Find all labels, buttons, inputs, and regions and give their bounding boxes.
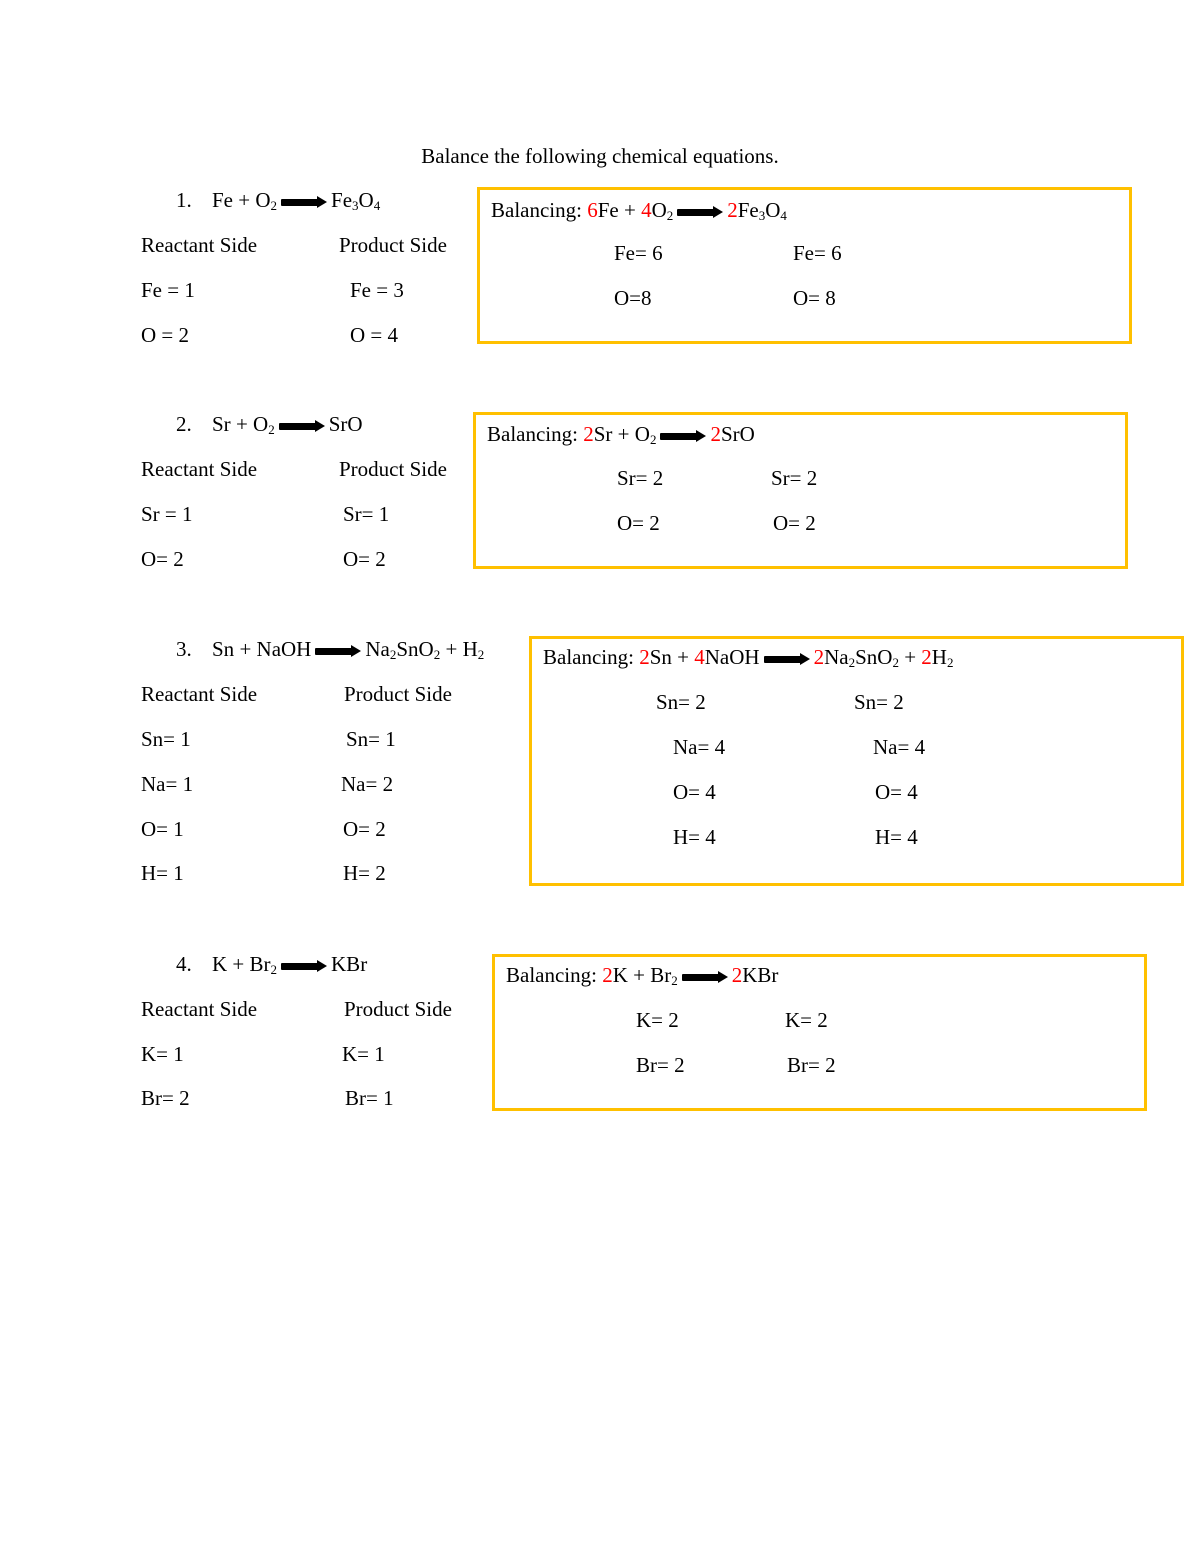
arrow-shaft [660, 433, 698, 440]
element-symbol: Sn [212, 637, 235, 661]
element-symbol: Sr [212, 412, 231, 436]
reactant-side-header: Reactant Side [141, 457, 258, 481]
element-symbol: H [462, 637, 478, 661]
arrow-icon [660, 431, 706, 441]
balanced-product-count: O= 8 [793, 286, 836, 310]
coefficient: 2 [727, 198, 738, 222]
subscript: 2 [270, 198, 278, 213]
product-side-header: Product Side [339, 233, 447, 257]
arrow-shaft [281, 963, 319, 970]
arrow-icon [682, 972, 728, 982]
reactants-term [587, 198, 619, 222]
product-formula [329, 412, 363, 436]
coefficient: 2 [731, 963, 743, 987]
reactant-count: Fe = 1 [141, 278, 195, 302]
balanced-equation: Balancing: $2Sr + O_2$ 2SrO [487, 422, 755, 447]
element-symbol: Na [365, 637, 390, 661]
balanced-reactant-count: K= 2 [636, 1008, 679, 1032]
product-side-header: Product Side [344, 682, 452, 706]
element-symbol: O [634, 422, 650, 446]
product-formula [331, 952, 367, 976]
balancing-label: Balancing: [487, 422, 578, 446]
problem-number: 2. [176, 412, 192, 436]
product-count: Na= 2 [341, 772, 394, 796]
subscript: 3 [352, 198, 359, 213]
element-symbol: NaOH [704, 645, 760, 669]
reactants-term [650, 963, 678, 987]
product-side-header: Product Side [344, 997, 452, 1021]
reactant-count: O = 2 [141, 323, 190, 347]
arrow-shaft [682, 974, 720, 981]
reactant-formula [250, 952, 278, 976]
arrow-icon [677, 207, 723, 217]
balanced-product-count: O= 2 [773, 511, 816, 535]
problem-number: 3. [176, 637, 192, 661]
balanced-equation: Balancing: $2K + Br_2$ 2KBr [506, 963, 779, 988]
arrow-shaft [279, 423, 317, 430]
element-symbol: Na [824, 645, 849, 669]
arrow-head [351, 645, 361, 657]
balanced-reactant-count: O= 2 [617, 511, 660, 535]
reactant-count: Na= 1 [141, 772, 194, 796]
arrow-head [315, 420, 325, 432]
subscript: 2 [666, 208, 674, 223]
element-symbol: Fe [737, 198, 759, 222]
reactant-formula [212, 188, 233, 212]
element-symbol: H [931, 645, 947, 669]
product-formula [331, 188, 380, 212]
products-term [710, 422, 754, 446]
subscript: 2 [268, 422, 275, 437]
reactant-formula [253, 412, 275, 436]
balanced-reactant-count: Na= 4 [673, 735, 726, 759]
arrow-head [718, 971, 728, 983]
subscript: 4 [373, 198, 381, 213]
arrow-icon [281, 197, 327, 207]
balanced-product-count: Br= 2 [787, 1053, 836, 1077]
arrow-head [800, 653, 810, 665]
arrow-shaft [281, 199, 319, 206]
reactant-count: H= 1 [141, 861, 184, 885]
product-formula [365, 637, 440, 661]
reactant-side-header: Reactant Side [141, 233, 258, 257]
reactants-term [639, 645, 672, 669]
reactant-count: Sr = 1 [141, 502, 193, 526]
reactant-count: K= 1 [141, 1042, 184, 1066]
arrow-shaft [677, 209, 715, 216]
products-term [921, 645, 953, 669]
balanced-reactant-count: Sn= 2 [656, 690, 706, 714]
element-symbol: Br [249, 952, 271, 976]
balancing-box [529, 636, 1184, 886]
reactants-term [635, 422, 657, 446]
subscript: 2 [433, 647, 441, 662]
balanced-reactant-count: H= 4 [673, 825, 716, 849]
products-term [727, 198, 787, 222]
arrow-icon [764, 654, 810, 664]
element-symbol: KBr [742, 963, 779, 987]
subscript: 2 [946, 655, 954, 670]
product-formula [463, 637, 485, 661]
element-symbol: NaOH [256, 637, 312, 661]
arrow-head [713, 206, 723, 218]
reactant-formula [212, 952, 227, 976]
coefficient: 2 [710, 422, 721, 446]
reactant-side-header: Reactant Side [141, 997, 258, 1021]
element-symbol: SrO [328, 412, 363, 436]
products-term [732, 963, 779, 987]
page-title: Balance the following chemical equations. [421, 144, 779, 168]
element-symbol: O [765, 198, 781, 222]
unbalanced-equation: Sn + NaOH $Na_2SnO_2 + H_2$ [212, 637, 485, 662]
element-symbol: Fe [331, 188, 353, 212]
arrow-head [317, 196, 327, 208]
coefficient: 2 [602, 963, 613, 987]
balanced-equation: Balancing: 2Sn + 4NaOH $2Na_2SnO_2 + 2H_2$ [543, 645, 954, 670]
balanced-reactant-count: Br= 2 [636, 1053, 685, 1077]
reactants-term [641, 198, 673, 222]
balanced-product-count: K= 2 [785, 1008, 828, 1032]
reactants-term [602, 963, 628, 987]
arrow-shaft [764, 656, 802, 663]
product-count: K= 1 [342, 1042, 385, 1066]
reactant-count: Sn= 1 [141, 727, 191, 751]
product-count: O = 4 [350, 323, 399, 347]
reactants-term [583, 422, 612, 446]
element-symbol: O [255, 188, 271, 212]
balanced-reactant-count: O=8 [614, 286, 652, 310]
element-symbol: O [253, 412, 269, 436]
element-symbol: K [212, 952, 228, 976]
product-count: O= 2 [343, 817, 386, 841]
problem-number: 4. [176, 952, 192, 976]
arrow-head [696, 430, 706, 442]
coefficient: 2 [813, 645, 825, 669]
unbalanced-equation: $Sr + O_2$ SrO [212, 412, 363, 437]
element-symbol: SnO [855, 645, 893, 669]
element-symbol: Sn [649, 645, 672, 669]
product-side-header: Product Side [339, 457, 447, 481]
products-term [814, 645, 899, 669]
balanced-product-count: Na= 4 [873, 735, 926, 759]
coefficient: 4 [641, 198, 652, 222]
reactant-formula [257, 637, 312, 661]
subscript: 2 [671, 973, 678, 988]
arrow-icon [315, 646, 361, 656]
product-count: O= 2 [343, 547, 386, 571]
element-symbol: Sr [593, 422, 613, 446]
balanced-product-count: Fe= 6 [793, 241, 842, 265]
element-symbol: O [358, 188, 374, 212]
reactant-count: Br= 2 [141, 1086, 190, 1110]
balancing-label: Balancing: [543, 645, 634, 669]
element-symbol: K [612, 963, 628, 987]
coefficient: 2 [921, 645, 932, 669]
product-count: Sn= 1 [346, 727, 396, 751]
subscript: 2 [848, 655, 856, 670]
arrow-icon [279, 421, 325, 431]
subscript: 2 [649, 432, 657, 447]
subscript: 2 [389, 647, 397, 662]
unbalanced-equation: $K + Br_2$ KBr [212, 952, 368, 977]
reactant-count: O= 1 [141, 817, 184, 841]
element-symbol: Fe [597, 198, 619, 222]
coefficient: 2 [639, 645, 650, 669]
product-count: H= 2 [343, 861, 386, 885]
balanced-product-count: H= 4 [875, 825, 918, 849]
balanced-product-count: Sn= 2 [854, 690, 904, 714]
reactant-side-header: Reactant Side [141, 682, 258, 706]
reactant-formula [212, 412, 231, 436]
product-count: Fe = 3 [350, 278, 404, 302]
subscript: 2 [892, 655, 899, 670]
element-symbol: Fe [212, 188, 233, 212]
reactants-term [694, 645, 759, 669]
balanced-product-count: Sr= 2 [771, 466, 818, 490]
element-symbol: SrO [720, 422, 755, 446]
arrow-icon [281, 961, 327, 971]
element-symbol: O [651, 198, 667, 222]
product-count: Sr= 1 [343, 502, 390, 526]
reactant-formula [212, 637, 234, 661]
balanced-product-count: O= 4 [875, 780, 918, 804]
reactant-count: O= 2 [141, 547, 184, 571]
balancing-label: Balancing: [506, 963, 597, 987]
element-symbol: KBr [331, 952, 368, 976]
element-symbol: Br [650, 963, 672, 987]
arrow-shaft [315, 648, 353, 655]
coefficient: 4 [694, 645, 705, 669]
coefficient: 2 [583, 422, 594, 446]
arrow-head [317, 960, 327, 972]
balanced-equation: Balancing: $6Fe + 4O_2$ $2Fe_3O_4$ [491, 198, 787, 223]
element-symbol: SnO [396, 637, 434, 661]
balancing-label: Balancing: [491, 198, 582, 222]
subscript: 2 [477, 647, 485, 662]
balanced-reactant-count: Fe= 6 [614, 241, 663, 265]
balanced-reactant-count: O= 4 [673, 780, 716, 804]
product-count: Br= 1 [345, 1086, 394, 1110]
problem-number: 1. [176, 188, 192, 212]
unbalanced-equation: $Fe + O_2$ $Fe_3O_4$ [212, 188, 381, 213]
subscript: 3 [758, 208, 766, 223]
subscript: 2 [270, 962, 278, 977]
balanced-reactant-count: Sr= 2 [617, 466, 664, 490]
coefficient: 6 [587, 198, 598, 222]
subscript: 4 [780, 208, 787, 223]
reactant-formula [255, 188, 277, 212]
